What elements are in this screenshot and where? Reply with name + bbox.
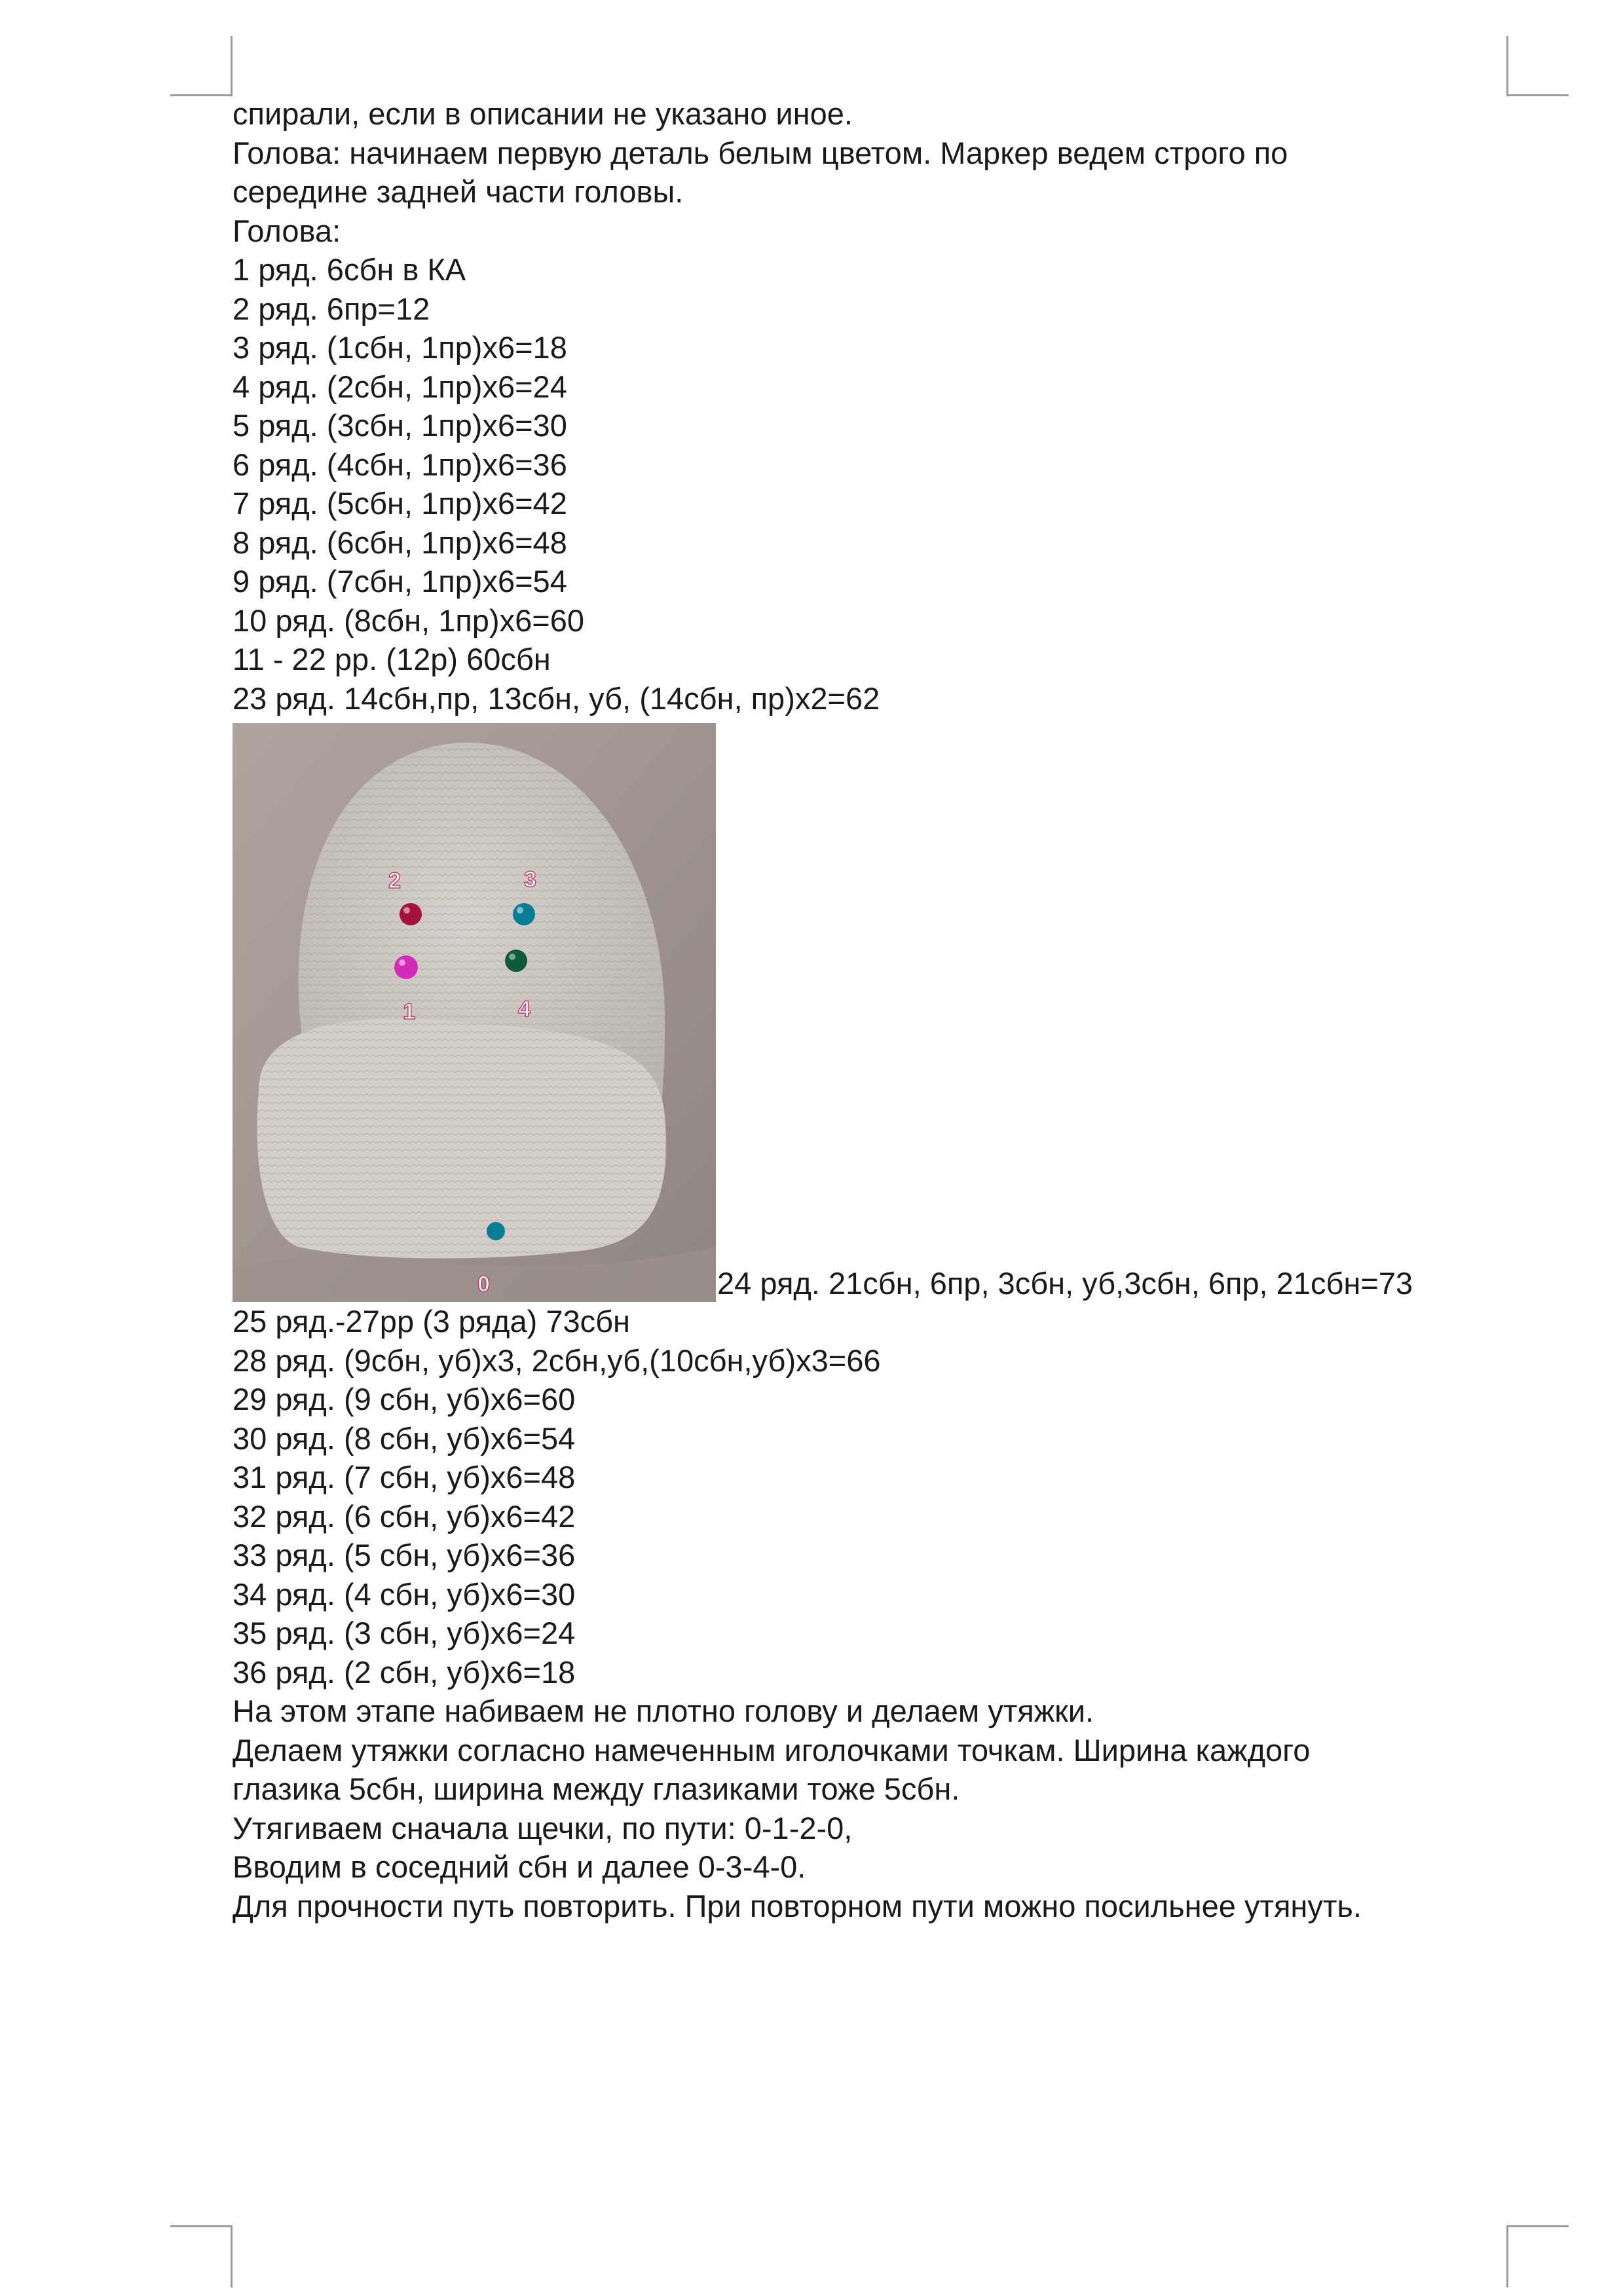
crop-mark-bottom-right-vertical — [1506, 2225, 1508, 2287]
row-instruction: 3 ряд. (1сбн, 1пр)х6=18 — [233, 330, 567, 365]
row-instruction: 28 ряд. (9сбн, уб)х3, 2сбн,уб,(10сбн,уб)х3=66 — [233, 1342, 881, 1378]
row-instruction: 10 ряд. (8сбн, 1пр)х6=60 — [233, 602, 584, 638]
pattern-text — [233, 94, 1542, 1925]
row-instruction: 25 ряд.-27рр (3 ряда) 73сбн — [233, 1304, 630, 1339]
row-instruction: 29 ряд. (9 сбн, уб)х6=60 — [233, 1382, 576, 1416]
text-line: спирали, если в описании не указано иное. — [233, 96, 853, 131]
row-instruction: 7 ряд. (5сбн, 1пр)х6=42 — [233, 486, 567, 521]
crop-mark-bottom-left-horizontal — [170, 2225, 233, 2227]
pin-label-0: 0 — [477, 1272, 490, 1297]
pin-teal — [513, 903, 535, 925]
row-instruction: 33 ряд. (5 сбн, уб)х6=36 — [233, 1538, 576, 1572]
crop-mark-bottom-right-horizontal — [1506, 2225, 1569, 2227]
row-instruction: 5 ряд. (3сбн, 1пр)х6=30 — [233, 408, 567, 443]
row-instruction: 32 ряд. (6 сбн, уб)х6=42 — [233, 1498, 576, 1534]
row-instruction: 2 ряд. 6пр=12 — [233, 291, 430, 326]
pin-magenta — [394, 955, 418, 979]
row-instruction: 24 ряд. 21сбн, 6пр, 3сбн, уб,3сбн, 6пр, 21сбн=73 — [717, 1266, 1413, 1301]
text-line: глазика 5сбн, ширина между глазиками тоже 5сбн. — [233, 1771, 960, 1806]
pin-green — [505, 950, 527, 972]
text-line: Голова: начинаем первую деталь белым цветом. Маркер ведем строго по — [233, 135, 1288, 170]
crochet-head-photo — [233, 723, 716, 1302]
crop-mark-bottom-left-vertical — [231, 2225, 233, 2287]
crop-mark-top-left-horizontal — [170, 94, 233, 96]
pin-label-2: 2 — [388, 868, 401, 893]
row-instruction: 1 ряд. 6сбн в КА — [233, 252, 466, 287]
row-instruction: 11 - 22 рр. (12р) 60сбн — [233, 642, 551, 676]
text-line: Вводим в соседний сбн и далее 0-3-4-0. — [233, 1849, 806, 1884]
text-line: Для прочности путь повторить. При повторном пути можно посильнее утянуть. — [233, 1888, 1362, 1923]
text-line: середине задней части головы. — [233, 174, 684, 209]
row-instruction: 8 ряд. (6сбн, 1пр)х6=48 — [233, 525, 567, 560]
row-instruction: 34 ряд. (4 сбн, уб)х6=30 — [233, 1576, 576, 1612]
text-line: На этом этапе набиваем не плотно голову и делаем утяжки. — [233, 1694, 1094, 1728]
text-line: Делаем утяжки согласно намеченным иголочками точкам. Ширина каждого — [233, 1732, 1311, 1768]
pin-label-1: 1 — [403, 999, 415, 1024]
crop-mark-top-left-vertical — [231, 36, 233, 96]
row-instruction: 31 ряд. (7 сбн, уб)х6=48 — [233, 1460, 576, 1494]
pin-label-3: 3 — [524, 867, 536, 892]
row-instruction: 36 ряд. (2 сбн, уб)х6=18 — [233, 1654, 576, 1690]
text-line: Утягиваем сначала щечки, по пути: 0-1-2-0, — [233, 1810, 853, 1845]
row-instruction: 9 ряд. (7сбн, 1пр)х6=54 — [233, 564, 567, 599]
pin-teal-bottom — [487, 1222, 505, 1240]
row-instruction: 4 ряд. (2сбн, 1пр)х6=24 — [233, 369, 567, 404]
pin-red — [400, 903, 422, 925]
section-heading: Голова: — [233, 213, 341, 248]
pin-label-4: 4 — [518, 997, 531, 1022]
row-instruction: 23 ряд. 14сбн,пр, 13сбн, уб, (14сбн, пр)х2=62 — [233, 680, 880, 716]
photo-row — [233, 720, 1542, 1302]
row-instruction: 30 ряд. (8 сбн, уб)х6=54 — [233, 1420, 576, 1456]
crop-mark-top-right-vertical — [1506, 36, 1508, 96]
row-instruction: 6 ряд. (4сбн, 1пр)х6=36 — [233, 447, 567, 482]
row-instruction: 35 ряд. (3 сбн, уб)х6=24 — [233, 1616, 576, 1650]
